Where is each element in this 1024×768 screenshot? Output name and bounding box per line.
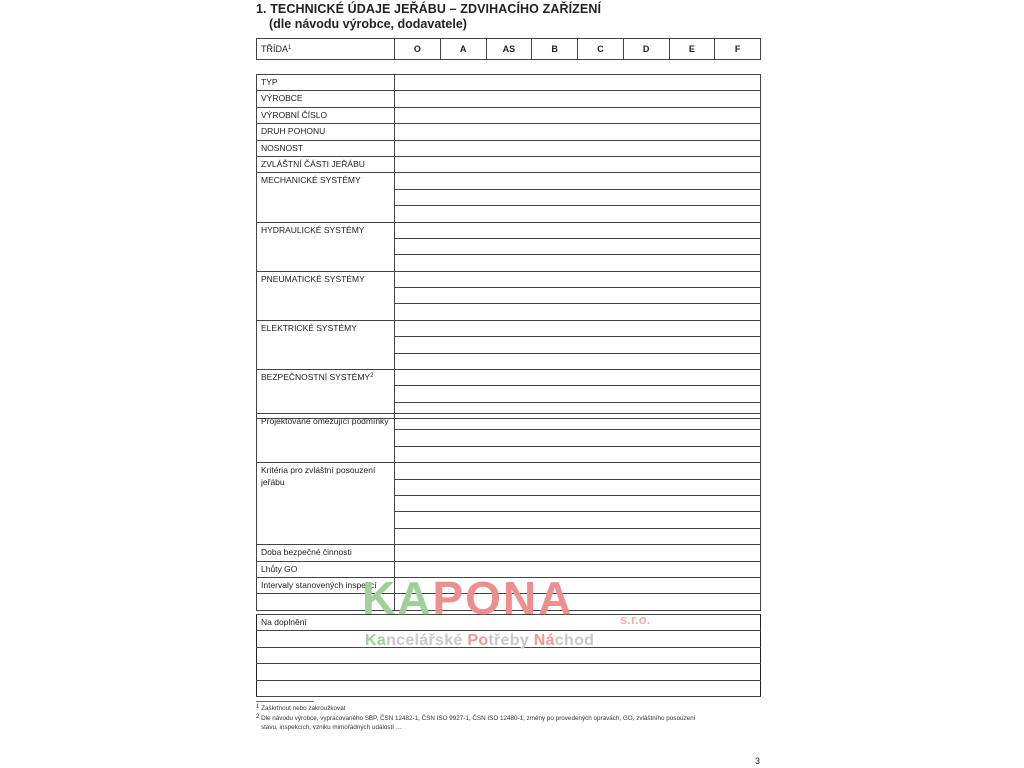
value-cell-kriteria[interactable] bbox=[395, 512, 761, 528]
watermark-tagline bbox=[365, 632, 594, 650]
row-label-druh-pohonu: DRUH POHONU bbox=[257, 124, 395, 140]
row-label-vyrobni-cislo: VÝROBNÍ ČÍSLO bbox=[257, 107, 395, 123]
row-label-elektricke: ELEKTRICKÉ SYSTÉMY bbox=[257, 320, 395, 369]
row-label-hydraulicke: HYDRAULICKÉ SYSTÉMY bbox=[257, 222, 395, 271]
page-subtitle: (dle návodu výrobce, dodavatele) bbox=[269, 17, 467, 31]
class-label: TŘÍDA bbox=[261, 44, 288, 54]
value-cell-nosnost[interactable] bbox=[395, 140, 761, 156]
class-row bbox=[257, 39, 761, 60]
footnote-mark: 2 bbox=[256, 714, 260, 720]
value-cell-mechanicke[interactable] bbox=[395, 206, 761, 222]
footnote-2 bbox=[256, 714, 766, 732]
class-option-as[interactable]: AS bbox=[486, 39, 532, 60]
value-cell-hydraulicke[interactable] bbox=[395, 238, 761, 254]
value-cell-elektricke[interactable] bbox=[395, 337, 761, 353]
class-table bbox=[256, 38, 761, 60]
value-cell-elektricke[interactable] bbox=[395, 353, 761, 369]
row-label-bezpecnostni: BEZPEČNOSTNÍ SYSTÉMY bbox=[261, 372, 371, 383]
class-option-o[interactable]: O bbox=[395, 39, 441, 60]
row-label-pneumaticke: PNEUMATICKÉ SYSTÉMY bbox=[257, 271, 395, 320]
value-cell-typ[interactable] bbox=[395, 75, 761, 91]
value-cell-projektovane[interactable] bbox=[395, 414, 761, 430]
row-label-kriteria: Kritéria pro zvláštní posouzení jeřábu bbox=[257, 463, 395, 545]
watermark-brand-green: KA bbox=[362, 572, 433, 624]
footnote-text: stavu, inspekcích, vzniku mimořádných událostí … bbox=[261, 724, 403, 731]
technical-data-table bbox=[256, 74, 761, 419]
class-option-b[interactable]: B bbox=[532, 39, 578, 60]
row-label-zvlastni-casti: ZVLÁŠTNÍ ČÁSTI JEŘÁBU bbox=[257, 156, 395, 172]
row-label-lhuty: Lhůty GO bbox=[257, 561, 395, 577]
watermark-tagline-part: Ka bbox=[365, 632, 387, 649]
additions-line[interactable] bbox=[257, 680, 761, 696]
class-option-d[interactable]: D bbox=[623, 39, 669, 60]
value-cell-mechanicke[interactable] bbox=[395, 189, 761, 205]
additions-label: Na doplnění bbox=[257, 615, 761, 631]
row-label-vyrobce: VÝROBCE bbox=[257, 91, 395, 107]
watermark-tagline-part: Po bbox=[467, 632, 489, 649]
additions-table bbox=[256, 614, 761, 697]
value-cell-hydraulicke[interactable] bbox=[395, 222, 761, 238]
value-cell-elektricke[interactable] bbox=[395, 320, 761, 336]
row-label-bezpecnostni-cell bbox=[257, 370, 395, 419]
page-title: 1. TECHNICKÉ ÚDAJE JEŘÁBU – ZDVIHACÍHO ZAŘÍZENÍ bbox=[256, 2, 602, 16]
value-cell-zvlastni-casti[interactable] bbox=[395, 156, 761, 172]
row-label-projektovane: Projektované omezující podmínky bbox=[257, 414, 395, 463]
value-cell-druh-pohonu[interactable] bbox=[395, 124, 761, 140]
additions-line[interactable] bbox=[257, 664, 761, 680]
value-cell-hydraulicke[interactable] bbox=[395, 255, 761, 271]
row-label-mechanicke: MECHANICKÉ SYSTÉMY bbox=[257, 173, 395, 222]
watermark-tagline-part: Ná bbox=[533, 632, 555, 649]
value-cell-projektovane[interactable] bbox=[395, 430, 761, 446]
row-label-doba: Doba bezpečné činnosti bbox=[257, 545, 395, 561]
page-number: 3 bbox=[755, 756, 761, 766]
class-option-e[interactable]: E bbox=[669, 39, 715, 60]
class-option-c[interactable]: C bbox=[578, 39, 624, 60]
footnote-ref: 1 bbox=[288, 45, 292, 51]
value-cell-pneumaticke[interactable] bbox=[395, 271, 761, 287]
value-cell-pneumaticke[interactable] bbox=[395, 288, 761, 304]
value-cell-vyrobni-cislo[interactable] bbox=[395, 107, 761, 123]
value-cell-vyrobce[interactable] bbox=[395, 91, 761, 107]
footnote-text: Zaškrtnout nebo zakroužkovat bbox=[261, 705, 346, 712]
value-cell-bezpecnostni[interactable] bbox=[395, 386, 761, 402]
footnote-1 bbox=[256, 704, 345, 713]
value-cell-kriteria[interactable] bbox=[395, 463, 761, 479]
footnote-text: Dle návodu výrobce, vypracovaného SBP, ČSN 12482-1, ČSN ISO 9927-1, ČSN ISO 12480-1, změny po provedených opravách, GO, zvláštního posouzení bbox=[261, 715, 696, 722]
watermark-tagline-part: chod bbox=[554, 632, 595, 649]
watermark-brand-red: PONA bbox=[432, 572, 574, 624]
value-cell-kriteria[interactable] bbox=[395, 495, 761, 511]
value-cell-kriteria[interactable] bbox=[395, 528, 761, 544]
watermark-tagline-part: třeby bbox=[488, 632, 534, 649]
value-cell-mechanicke[interactable] bbox=[395, 173, 761, 189]
watermark-tagline-part: ncelářské bbox=[386, 632, 468, 649]
class-option-f[interactable]: F bbox=[715, 39, 761, 60]
class-option-a[interactable]: A bbox=[440, 39, 486, 60]
value-cell-bezpecnostni[interactable] bbox=[395, 370, 761, 386]
row-label-typ: TYP bbox=[257, 75, 395, 91]
value-cell-pneumaticke[interactable] bbox=[395, 304, 761, 320]
value-cell-doba[interactable] bbox=[395, 545, 761, 561]
value-cell-kriteria[interactable] bbox=[395, 479, 761, 495]
footnote-mark: 1 bbox=[256, 704, 260, 710]
class-label-cell bbox=[257, 39, 395, 60]
row-label-nosnost: NOSNOST bbox=[257, 140, 395, 156]
watermark-logo bbox=[362, 571, 573, 625]
row-label-intervaly: Intervaly stanovených inspekcí bbox=[257, 577, 395, 593]
footnote-ref: 2 bbox=[370, 373, 374, 380]
footnote-divider bbox=[256, 701, 314, 702]
value-cell-projektovane[interactable] bbox=[395, 446, 761, 462]
watermark-suffix: s.r.o. bbox=[620, 612, 651, 627]
